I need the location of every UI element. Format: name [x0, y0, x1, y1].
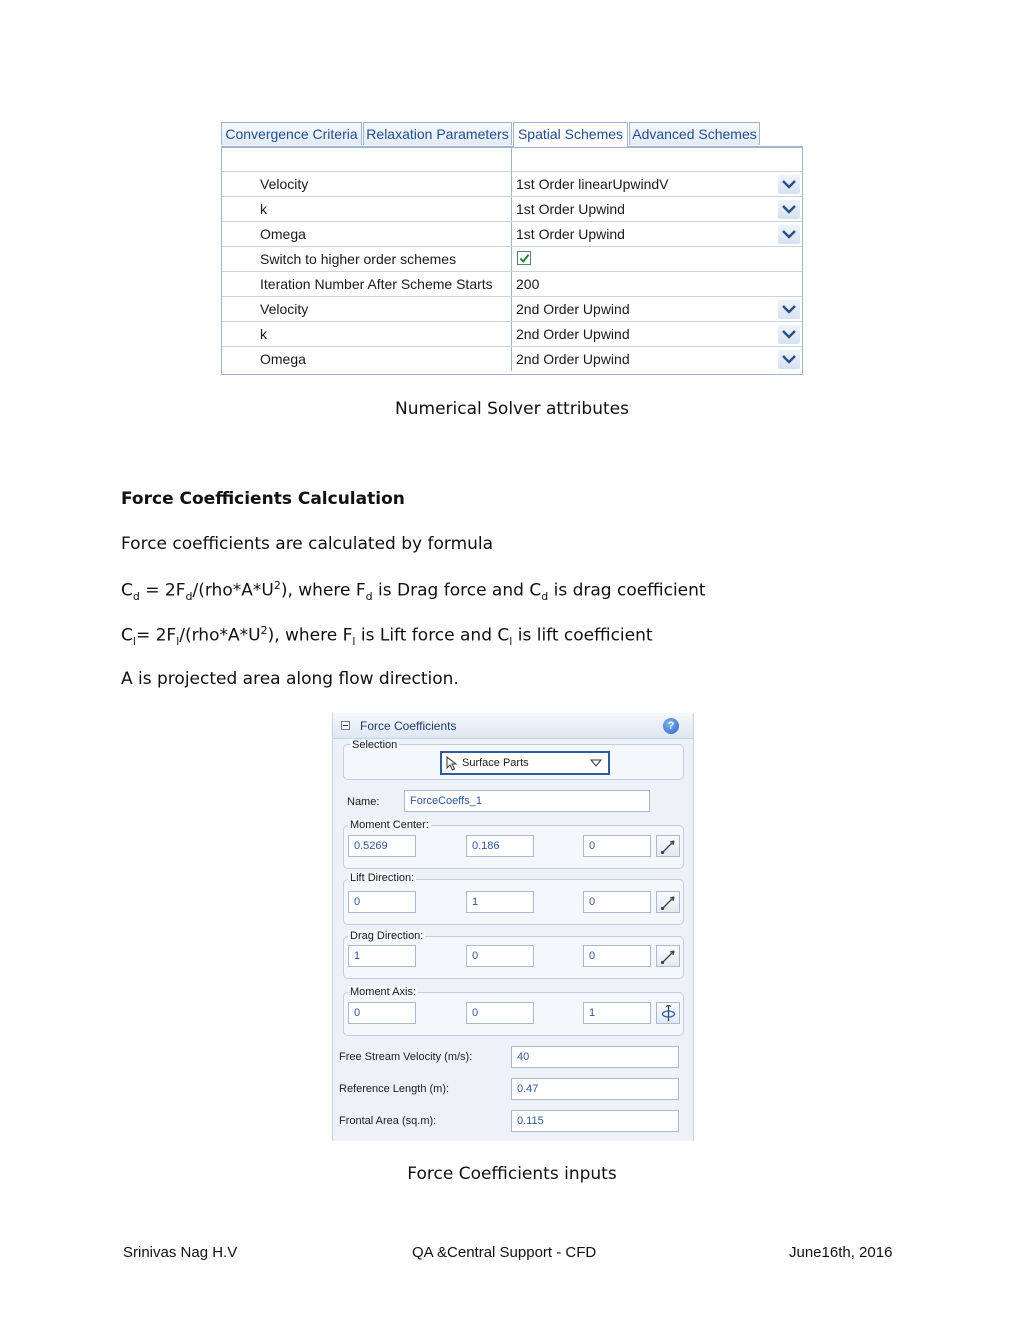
- row-value: 1st Order linearUpwindV: [516, 176, 669, 192]
- row-label: k: [260, 201, 267, 217]
- grid-row-velocity-1[interactable]: [222, 172, 802, 197]
- help-icon[interactable]: ?: [663, 718, 679, 734]
- tab-spatial-schemes[interactable]: Spatial Schemes: [513, 122, 628, 147]
- section-heading: Force Coefficients Calculation: [121, 489, 405, 509]
- lift-direction-y-input[interactable]: 1: [466, 891, 534, 913]
- moment-axis-label: Moment Axis:: [350, 986, 417, 998]
- drag-direction-z-input[interactable]: 0: [583, 945, 651, 967]
- area-note: A is projected area along flow direction.: [121, 669, 459, 689]
- chevron-down-icon[interactable]: [778, 350, 800, 369]
- row-label: Switch to higher order schemes: [260, 251, 457, 267]
- moment-center-x-input[interactable]: 0.5269: [348, 835, 416, 857]
- drag-direction-y-input[interactable]: 0: [466, 945, 534, 967]
- pick-vector-icon[interactable]: [656, 891, 680, 913]
- intro-text: Force coefficients are calculated by formula: [121, 534, 494, 554]
- triangle-down-icon: [590, 759, 602, 767]
- chevron-down-icon[interactable]: [778, 325, 800, 344]
- moment-center-label: Moment Center:: [350, 819, 429, 831]
- rotation-axis-icon[interactable]: [656, 1002, 680, 1024]
- frontal-area-input[interactable]: 0.115: [511, 1110, 679, 1132]
- chevron-down-icon[interactable]: [778, 175, 800, 194]
- footer-author: Srinivas Nag H.V: [123, 1244, 238, 1261]
- scheme-tabs: [221, 122, 804, 146]
- drag-direction-x-input[interactable]: 1: [348, 945, 416, 967]
- tab-relaxation-parameters[interactable]: Relaxation Parameters: [363, 122, 512, 145]
- moment-center-z-input[interactable]: 0: [583, 835, 651, 857]
- row-label: Omega: [260, 226, 306, 242]
- panel-title: Force Coefficients: [360, 719, 457, 733]
- row-value: 1st Order Upwind: [516, 226, 625, 242]
- row-label: Omega: [260, 351, 306, 367]
- collapse-icon[interactable]: [341, 721, 350, 730]
- reference-length-label: Reference Length (m):: [339, 1083, 450, 1095]
- figure-caption-solver: Numerical Solver attributes: [395, 399, 629, 419]
- spatial-schemes-panel: [221, 122, 804, 376]
- row-value: 2nd Order Upwind: [516, 301, 630, 317]
- lift-direction-z-input[interactable]: 0: [583, 891, 651, 913]
- free-stream-velocity-label: Free Stream Velocity (m/s):: [339, 1051, 473, 1063]
- lift-direction-label: Lift Direction:: [350, 872, 415, 884]
- force-coefficients-panel: [332, 713, 694, 1141]
- higher-order-checkbox[interactable]: [517, 251, 531, 265]
- grid-header-row: [222, 148, 802, 172]
- footer-date: June16th, 2016: [789, 1244, 893, 1261]
- chevron-down-icon[interactable]: [778, 200, 800, 219]
- iteration-number-value[interactable]: 200: [516, 276, 540, 292]
- footer-department: QA &Central Support - CFD: [412, 1244, 597, 1261]
- scheme-grid: [221, 146, 803, 375]
- grid-row-omega-1[interactable]: [222, 222, 802, 247]
- chevron-down-icon[interactable]: [778, 300, 800, 319]
- frontal-area-label: Frontal Area (sq.m):: [339, 1115, 437, 1127]
- moment-axis-y-input[interactable]: 0: [466, 1002, 534, 1024]
- selection-dropdown[interactable]: Surface Parts: [440, 751, 610, 775]
- pick-vector-icon[interactable]: [656, 945, 680, 967]
- row-label: Velocity: [260, 176, 309, 192]
- tab-convergence-criteria[interactable]: Convergence Criteria: [221, 122, 362, 145]
- moment-axis-x-input[interactable]: 0: [348, 1002, 416, 1024]
- drag-direction-label: Drag Direction:: [350, 930, 424, 942]
- row-label: Velocity: [260, 301, 309, 317]
- free-stream-velocity-input[interactable]: 40: [511, 1046, 679, 1068]
- cl-formula: $C_l= 2F_l/(rho*A*U^2)$, where $F_l$ is Lift force and $C_l$ is lift coefficient: [121, 624, 653, 649]
- grid-row-switch-higher-order[interactable]: [222, 247, 802, 272]
- pick-vector-icon[interactable]: [656, 835, 680, 857]
- panel-header: [333, 713, 693, 739]
- row-value: 2nd Order Upwind: [516, 351, 630, 367]
- cursor-icon: [446, 756, 458, 771]
- name-input[interactable]: ForceCoeffs_1: [404, 790, 650, 812]
- row-value: 2nd Order Upwind: [516, 326, 630, 342]
- cd-formula: $C_d = 2F_d/(rho*A*U^2)$, where $F_d$ is Drag force and $C_d$ is drag coefficient: [121, 579, 706, 604]
- grid-row-omega-2[interactable]: [222, 347, 802, 372]
- row-label: Iteration Number After Scheme Starts: [260, 276, 493, 292]
- lift-direction-x-input[interactable]: 0: [348, 891, 416, 913]
- row-value: 1st Order Upwind: [516, 201, 625, 217]
- tab-advanced-schemes[interactable]: Advanced Schemes: [629, 122, 760, 145]
- selection-label: Selection: [352, 739, 398, 751]
- grid-row-velocity-2[interactable]: [222, 297, 802, 322]
- reference-length-input[interactable]: 0.47: [511, 1078, 679, 1100]
- chevron-down-icon[interactable]: [778, 225, 800, 244]
- grid-row-k-2[interactable]: [222, 322, 802, 347]
- grid-row-iteration-number[interactable]: [222, 272, 802, 297]
- moment-center-y-input[interactable]: 0.186: [466, 835, 534, 857]
- name-label: Name:: [347, 796, 380, 808]
- moment-axis-z-input[interactable]: 1: [583, 1002, 651, 1024]
- figure-caption-force: Force Coefficients inputs: [407, 1164, 617, 1184]
- grid-row-k-1[interactable]: [222, 197, 802, 222]
- row-label: k: [260, 326, 267, 342]
